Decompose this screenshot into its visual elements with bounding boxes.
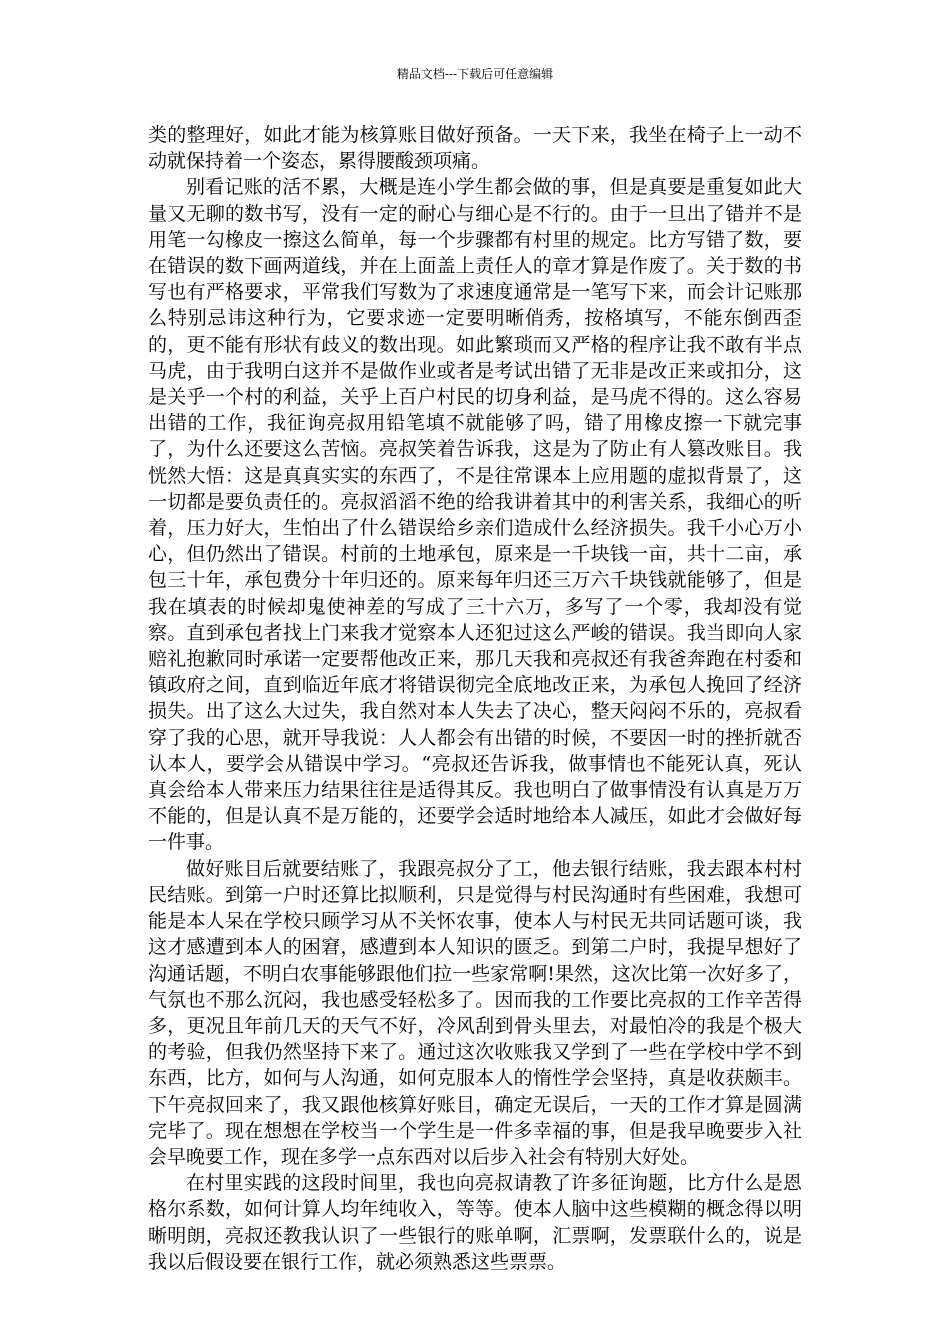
paragraph-1: 类的整理好，如此才能为核算账目做好预备。一天下来，我坐在椅子上一动不动就保持着一个姿态，累得腰酸颈项痛。 (148, 124, 802, 173)
paragraph-4: 在村里实践的这段时间里，我也向亮叔请教了许多征询题，比方什么是恩格尔系数，如何计算人均年纯收入，等等。使本人脑中这些模糊的概念得以明晰明朗，亮叔还教我认识了一些银行的账单啊，汇票啊，发票联什么的，说是我以后假设要在银行工作，就必须熟悉这些票票。 (148, 1172, 802, 1273)
paragraph-3: 做好账目后就要结账了，我跟亮叔分了工，他去银行结账，我去跟本村村民结账。到第一户时还算比拟顺利，只是觉得与村民沟通时有些困难，我想可能是本人呆在学校只顾学习从不关怀农事，使本人与村民无共同话题可谈，我这才感遭到本人的困窘，感遭到本人知识的匮乏。到第二户时，我提早想好了沟通话题，不明白农事能够跟他们拉一些家常啊!果然，这次比第一次好多了，气氛也不那么沉闷，我也感受轻松多了。因而我的工作要比亮叔的工作辛苦得多，更况且年前几天的天气不好，冷风刮到骨头里去，对最怕冷的我是个极大的考验，但我仍然坚持下来了。通过这次收账我又学到了一些在学校中学不到东西，比方，如何与人沟通，如何克服本人的惰性学会坚持，真是收获颇丰。下午亮叔回来了，我又跟他核算好账目，确定无误后，一天的工作才算是圆满完毕了。现在想想在学校当一个学生是一件多幸福的事，但是我早晚要步入社会早晚要工作，现在多学一点东西对以后步入社会有特别大好处。 (148, 857, 802, 1168)
page-header: 精品文档---下载后可任意编辑 (396, 67, 554, 81)
paragraph-2: 别看记账的活不累，大概是连小学生都会做的事，但是真要是重复如此大量又无聊的数书写，没有一定的耐心与细心是不行的。由于一旦出了错并不是用笔一勾橡皮一擦这么简单，每一个步骤都有村里的规定。比方写错了数，要在错误的数下画两道线，并在上面盖上责任人的章才算是作废了。关于数的书写也有严格要求，平常我们写数为了求速度通常是一笔写下来，而会计记账那么特别忌讳这种行为，它要求迹一定要明晰俏秀，按格填写，不能东倒西歪的，更不能有形状有歧义的数出现。如此繁琐而又严格的程序让我不敢有半点马虎，由于我明白这并不是做作业或者是考试出错了无非是改正来或扣分，这是关乎一个村的利益，关乎上百户村民的切身利益，是马虎不得的。这么容易出错的工作，我征询亮叔用铅笔填不就能够了吗，错了用橡皮擦一下就完事了，为什么还要这么苦恼。亮叔笑着告诉我，这是为了防止有人篡改账目。我恍然大悟：这是真真实实的东西了，不是往常课本上应用题的虚拟背景了，这一切都是要负责任的。亮叔滔滔不绝的给我讲着其中的利害关系，我细心的听着，压力好大，生怕出了什么错误给乡亲们造成什么经济损失。我千小心万小心，但仍然出了错误。村前的土地承包，原来是一千块钱一亩，共十二亩，承包三十年，承包费分十年归还的。原来每年归还三万六千块钱就能够了，但是我在填表的时候却鬼使神差的写成了三十六万，多写了一个零，我却没有觉察。直到承包者找上门来我才觉察本人还犯过这么严峻的错误。我当即向人家赔礼抱歉同时承诺一定要帮他改正来，那几天我和亮叔还有我爸奔跑在村委和镇政府之间，直到临近年底才将错误彻完全底地改正来，为承包人挽回了经济损失。出了这么大过失，我自然对本人失去了决心，整天闷闷不乐的，亮叔看穿了我的心思，就开导我说：人人都会有出错的时候，不要因一时的挫折就否认本人，要学会从错误中学习。“亮叔还告诉我，做事情也不能死认真，死认真会给本人带来压力结果往往是适得其反。我也明白了做事情没有认真是万万不能的，但是认真不是万能的，还要学会适时地给本人减压，如此才会做好每一件事。 (148, 176, 802, 854)
document-body (148, 122, 802, 1275)
